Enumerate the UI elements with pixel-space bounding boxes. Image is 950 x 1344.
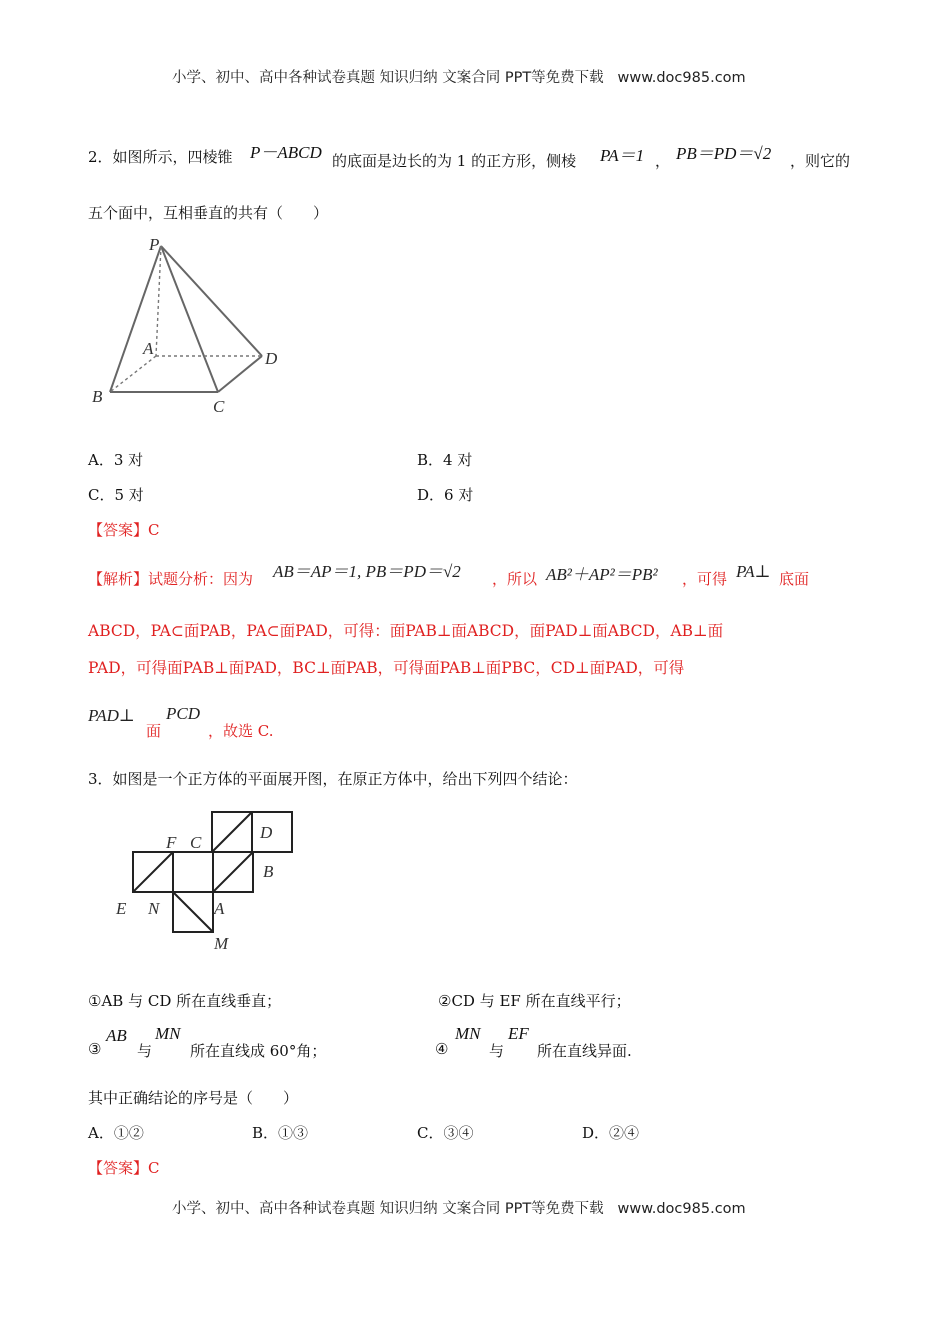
header-url: www.doc985.com: [617, 70, 746, 86]
analysis-a1m2: AB²＋AP²＝PB²: [546, 565, 658, 584]
q3-number: 3．: [88, 770, 113, 788]
label-A: A: [143, 339, 154, 358]
analysis-a1: 试题分析：因为: [148, 570, 254, 588]
edge-PA-hidden: [156, 246, 161, 356]
q2-analysis-line1: [88, 568, 253, 589]
q2-option-d: D．6 对: [417, 486, 474, 504]
analysis-a1c: ，可得: [682, 570, 728, 588]
q2-option-a: A．3 对: [88, 451, 144, 469]
footer-text: 小学、初中、高中各种试卷真题 知识归纳 文案合同 PPT等免费下载: [172, 1201, 604, 1217]
analysis-a4m: PAD⊥: [88, 706, 135, 725]
edge-PD: [161, 246, 262, 356]
answer-label: 【答案】: [88, 521, 149, 539]
q2-option-c: C．5 对: [88, 486, 144, 504]
q3-s3c: 所在直线成 60°角；: [190, 1042, 327, 1060]
net-label-A: A: [214, 899, 225, 918]
q3-answer-label: 【答案】: [88, 1159, 149, 1177]
q3-s3m2: MN: [155, 1024, 181, 1043]
analysis-a4b: ，故选 C.: [208, 722, 274, 740]
q2-stem-line2: 五个面中，互相垂直的共有（ ）: [88, 204, 329, 222]
net-label-F: F: [166, 833, 177, 852]
q3-s3b: 与: [137, 1042, 153, 1060]
page-footer: [172, 1197, 746, 1218]
net-label-N: N: [148, 899, 160, 918]
label-P: P: [149, 235, 160, 254]
q2-t3: ，: [655, 152, 671, 170]
analysis-a1m3: PA⊥: [736, 562, 771, 581]
analysis-a1m: AB＝AP＝1, PB＝PD＝√2: [273, 562, 461, 581]
q3-s3m1: AB: [106, 1026, 127, 1045]
q2-stem-line1: [88, 146, 233, 167]
net-label-C: C: [190, 833, 202, 852]
analysis-a4face: 面: [146, 722, 162, 740]
q3-text: 如图是一个正方体的平面展开图，在原正方体中，给出下列四个结论：: [112, 770, 578, 788]
q2-analysis-line2: ABCD，PA⊂面PAB，PA⊂面PAD，可得：面PAB⊥面ABCD，面PAD⊥面ABCD，AB⊥面: [88, 622, 724, 640]
q3-s4a: ④: [435, 1040, 449, 1058]
diag-E-F: [133, 852, 173, 892]
cube-net-figure: [110, 804, 310, 956]
q3-option-b: B．①③: [252, 1124, 309, 1142]
q3-statement-2: ②CD 与 EF 所在直线平行；: [438, 992, 631, 1010]
q3-s4m2: EF: [508, 1024, 529, 1043]
q3-answer: [88, 1157, 160, 1178]
q3-s3a: ③: [88, 1040, 102, 1058]
q3-option-c: C．③④: [417, 1124, 474, 1142]
q2-answer: [88, 519, 160, 540]
q2-t4: ，则它的: [790, 152, 851, 170]
analysis-a1b: ，所以: [492, 570, 538, 588]
q3-question: 其中正确结论的序号是（ ）: [88, 1089, 299, 1107]
q3-s4b: 与: [489, 1042, 505, 1060]
edge-PC: [161, 246, 218, 392]
q3-option-d: D．②④: [582, 1124, 640, 1142]
net-label-E: E: [116, 899, 127, 918]
edge-PB: [110, 246, 161, 392]
q3-option-a: A．①②: [88, 1124, 144, 1142]
q2-m2: PA＝1: [600, 146, 645, 165]
q3-stem: [88, 768, 578, 789]
q2-analysis-line3: PAD，可得面PAB⊥面PAD，BC⊥面PAB，可得面PAB⊥面PBC，CD⊥面PAD，可得: [88, 659, 685, 677]
page-header: [172, 66, 746, 87]
pyramid-figure: [85, 232, 295, 417]
diag-N-M: [173, 892, 213, 932]
q3-statement-1: ①AB 与 CD 所在直线垂直；: [88, 992, 282, 1010]
analysis-label: 【解析】: [88, 570, 149, 588]
edge-CD: [218, 356, 262, 392]
q2-number: 2．: [88, 148, 113, 166]
net-square-mid-2: [173, 852, 213, 892]
q3-s4m1: MN: [455, 1024, 481, 1043]
diag-A-B: [213, 852, 253, 892]
q3-answer-value: C: [148, 1159, 160, 1177]
q2-option-b: B．4 对: [417, 451, 473, 469]
label-B: B: [92, 387, 103, 406]
answer-value: C: [148, 521, 160, 539]
q2-t1: 如图所示，四棱锥: [112, 148, 233, 166]
analysis-a1d: 底面: [779, 570, 810, 588]
net-label-M: M: [214, 934, 229, 953]
q2-t2: 的底面是边长的为 1 的正方形，侧棱: [332, 152, 577, 170]
q2-m3: PB＝PD＝√2: [676, 144, 772, 163]
q2-m1: P－ABCD: [250, 143, 322, 162]
footer-url: www.doc985.com: [617, 1201, 746, 1217]
label-D: D: [265, 349, 278, 368]
diag-FC-D: [212, 812, 252, 852]
header-text: 小学、初中、高中各种试卷真题 知识归纳 文案合同 PPT等免费下载: [172, 70, 604, 86]
net-label-D: D: [260, 823, 273, 842]
analysis-a4m2: PCD: [166, 704, 200, 723]
q3-s4c: 所在直线异面.: [537, 1042, 632, 1060]
label-C: C: [213, 397, 225, 416]
net-label-B: B: [263, 862, 274, 881]
